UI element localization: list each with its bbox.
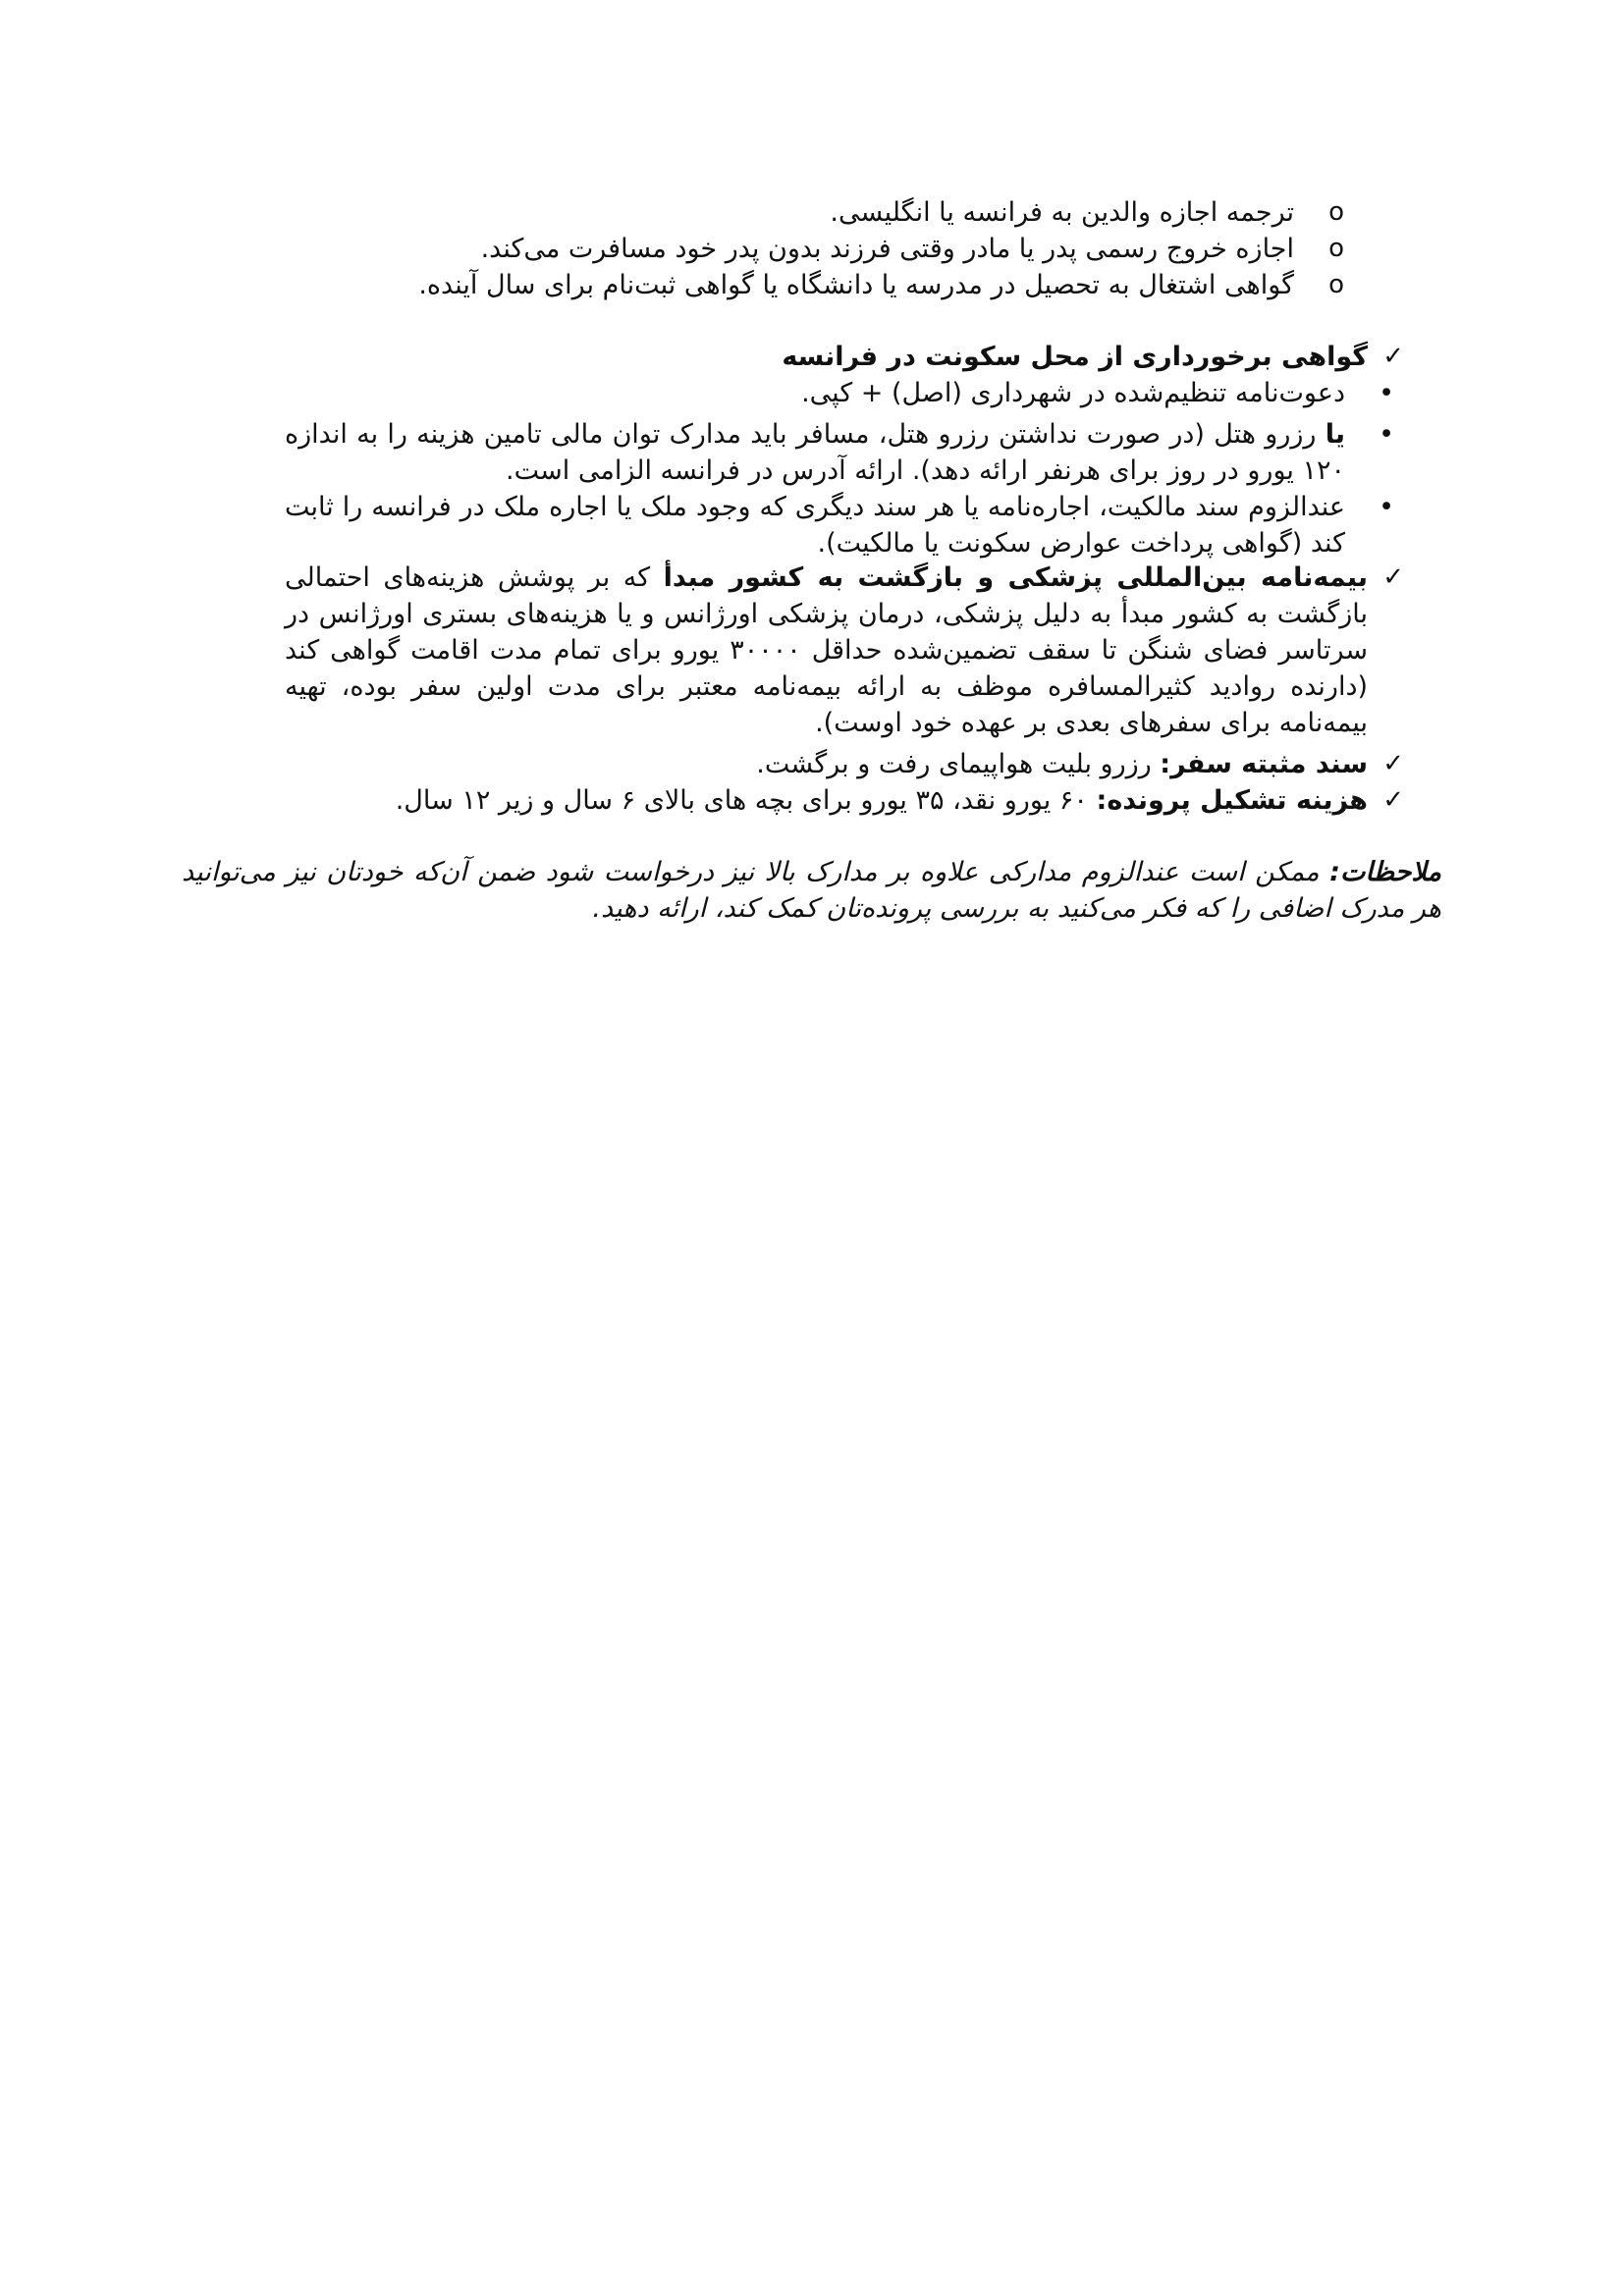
check-icon: ✓ [1382,562,1404,592]
insurance-text: که بر پوشش هزینه‌های احتمالی بازگشت به کشور مبدأ به دلیل پزشکی، درمان پزشکی اورژانس و یا هزینه‌های بستری اورژانس در سرتاسر فضای شنگن تا سقف تضمین‌شده حداقل ۳۰۰۰۰ یورو برای تمام مدت اقامت گواهی کند (دارنده روادید کثیرالمسافره موظف به ارائه بیمه‌نامه معتبر برای مدت اولین سفر بوده، تهیه بیمه‌نامه برای سفرهای بعدی بر عهده خود اوست). [285,562,1368,738]
bullet-icon: • [1379,419,1394,450]
fee-text: ۶۰ یورو نقد، ۳۵ یورو برای بچه های بالای ۶ سال و زیر ۱۲ سال. [395,785,1088,816]
residence-bullet-1: دعوت‌نامه تنظیم‌شده در شهرداری (اصل) + کپی. [801,378,1345,408]
notes-bold: ملاحظات: [1329,857,1441,887]
fee-line [396,782,1368,819]
notes-paragraph [182,854,1441,927]
residence-bullet-3: عندالزوم سند مالکیت، اجاره‌نامه یا هر سند دیگری که وجود ملک یا اجاره ملک در فرانسه را ثابت کند (گواهی پرداخت عوارض سکونت یا مالکیت). [285,492,1345,559]
sub-marker: o [1328,270,1344,299]
bullet-icon: • [1379,492,1394,522]
bullet-2-text: رزرو هتل (در صورت نداشتن رزرو هتل، مسافر باید مدارک توان مالی تامین هزینه را به اندازه ۱۲۰ یورو در روز برای هرنفر ارائه دهد). ارائه آدرس در فرانسه الزامی است. [285,419,1345,486]
sub-item: ترجمه اجازه والدین به فرانسه یا انگلیسی. [830,197,1294,228]
check-icon: ✓ [1382,342,1404,371]
check-icon: ✓ [1382,785,1404,815]
sub-marker: o [1328,234,1344,263]
residence-bullet-2 [285,416,1345,489]
travel-text: رزرو بلیت هواپیمای رفت و برگشت. [756,749,1152,779]
notes-text: ممکن است عندالزوم مدارکی علاوه بر مدارک بالا نیز درخواست شود ضمن آن‌که خودتان نیز می‌توانید هر مدرک اضافی را که فکر می‌کنید به بررسی پرونده‌تان کمک کند، ارائه دهید. [182,857,1441,924]
insurance-paragraph [285,560,1368,741]
fee-bold: هزینه تشکیل پرونده: [1096,785,1368,816]
residence-heading: گواهی برخورداری از محل سکونت در فرانسه [782,342,1368,372]
sub-item: اجازه خروج رسمی پدر یا مادر وقتی فرزند بدون پدر خود مسافرت می‌کند. [480,234,1294,264]
insurance-bold: بیمه‌نامه بین‌المللی پزشکی و بازگشت به کشور مبدأ [663,562,1368,593]
travel-line [756,746,1368,782]
bullet-icon: • [1379,378,1394,408]
sub-marker: o [1328,197,1344,227]
travel-bold: سند مثبته سفر: [1160,749,1368,779]
sub-item: گواهی اشتغال به تحصیل در مدرسه یا دانشگاه یا گواهی ثبت‌نام برای سال آینده. [418,270,1294,300]
check-icon: ✓ [1382,749,1404,778]
bullet-2-bold: یا [1325,419,1345,450]
